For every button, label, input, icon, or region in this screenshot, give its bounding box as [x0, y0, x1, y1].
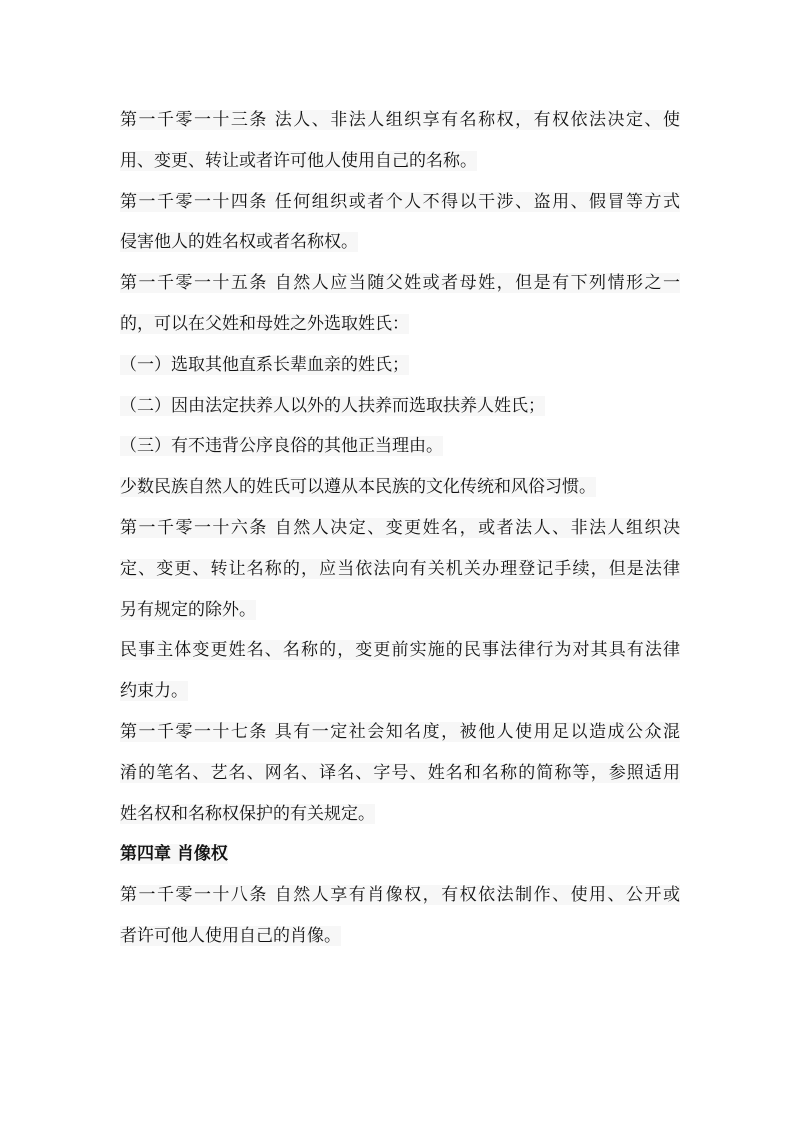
article-1016-line-3: 另有规定的除外。: [120, 599, 256, 620]
article-1015-line-1: 第一千零一十五条 自然人应当随父姓或者母姓，但是有下列情形之一: [120, 273, 680, 294]
article-1017-line-3: 姓名权和名称权保护的有关规定。: [120, 803, 375, 824]
article-1018-line-1: 第一千零一十八条 自然人享有肖像权，有权依法制作、使用、公开或: [120, 885, 680, 906]
article-1017-line-2: 淆的笔名、艺名、网名、译名、字号、姓名和名称的简称等，参照适用: [120, 762, 680, 783]
article-1015-paragraph-2: 少数民族自然人的姓氏可以遵从本民族的文化传统和风俗习惯。: [120, 477, 596, 498]
chapter-heading: 第四章 肖像权: [120, 844, 228, 865]
article-1016-line-2: 定、变更、转让名称的，应当依法向有关机关办理登记手续，但是法律: [120, 558, 680, 579]
article-1015-item-2: （二）因由法定扶养人以外的人扶养而选取扶养人姓氏；: [120, 395, 545, 416]
article-1016-paragraph-2-line-1: 民事主体变更姓名、名称的，变更前实施的民事法律行为对其具有法律: [120, 640, 680, 661]
article-1016-paragraph-2-line-2: 约束力。: [120, 681, 188, 702]
article-1014-line-2: 侵害他人的姓名权或者名称权。: [120, 232, 358, 253]
article-1013-line-1: 第一千零一十三条 法人、非法人组织享有名称权，有权依法决定、使: [120, 110, 680, 130]
document-body: [120, 100, 680, 957]
article-1017-line-1: 第一千零一十七条 具有一定社会知名度，被他人使用足以造成公众混: [120, 721, 680, 742]
article-1015-item-1: （一）选取其他直系长辈血亲的姓氏；: [120, 354, 409, 375]
article-1016-line-1: 第一千零一十六条 自然人决定、变更姓名，或者法人、非法人组织决: [120, 517, 680, 538]
article-1014-line-1: 第一千零一十四条 任何组织或者个人不得以干涉、盗用、假冒等方式: [120, 191, 680, 212]
article-1015-line-2: 的，可以在父姓和母姓之外选取姓氏：: [120, 313, 409, 334]
article-1013-line-2: 用、变更、转让或者许可他人使用自己的名称。: [120, 150, 477, 171]
article-1015-item-3: （三）有不违背公序良俗的其他正当理由。: [120, 436, 443, 457]
article-1018-line-2: 者许可他人使用自己的肖像。: [120, 925, 341, 946]
